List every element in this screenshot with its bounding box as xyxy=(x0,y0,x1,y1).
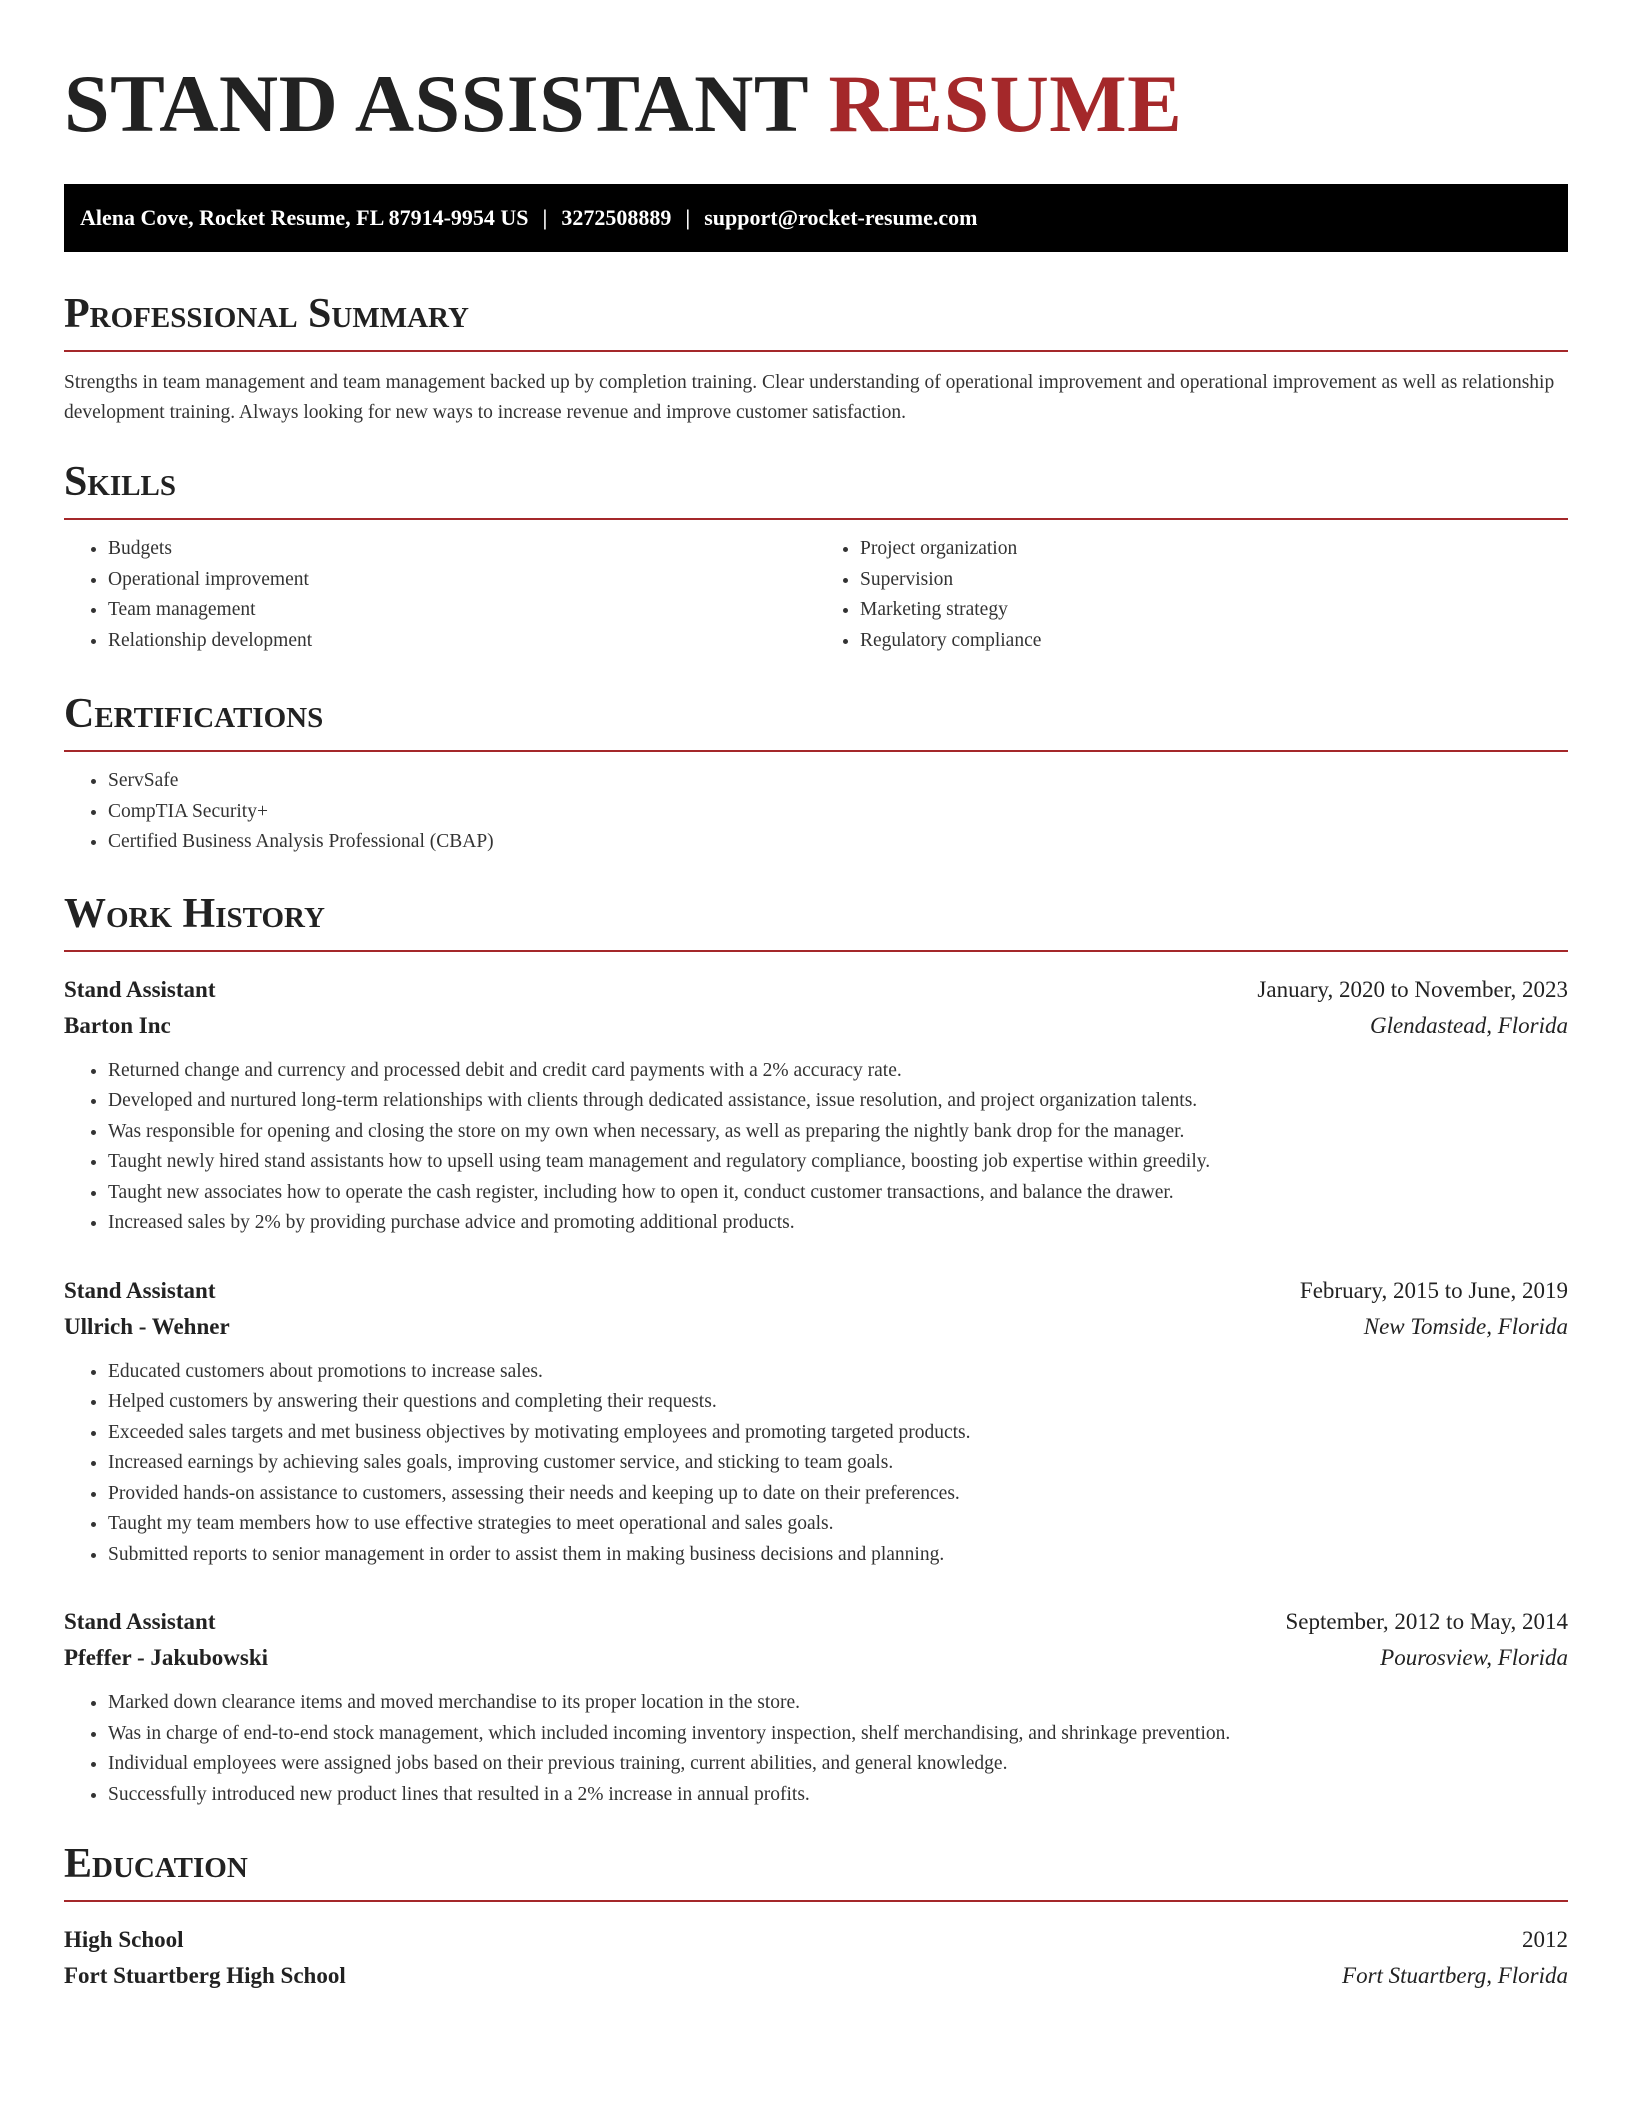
certification-item: • CompTIA Security+ xyxy=(108,797,1568,828)
job-bullet: • Increased sales by 2% by providing purchase advice and promoting additional products. xyxy=(108,1208,1568,1239)
job-entry xyxy=(64,1604,1568,1810)
job-bullet: • Taught new associates how to operate the cash register, including how to open it, conduct customer transactions, and balance the drawer. xyxy=(108,1178,1568,1209)
job-company-row xyxy=(64,1640,1568,1676)
certifications-list xyxy=(64,766,1568,858)
job-title-row xyxy=(64,1273,1568,1309)
skill-item: • Budgets xyxy=(108,534,816,565)
title-accent: RESUME xyxy=(828,58,1183,149)
job-bullet: • Taught newly hired stand assistants how to upsell using team management and regulatory compliance, boosting job expertise within greedily. xyxy=(108,1147,1568,1178)
job-company: Barton Inc xyxy=(64,1012,171,1038)
skills-section xyxy=(64,458,1568,656)
job-title-row xyxy=(64,1604,1568,1640)
job-bullet: • Was responsible for opening and closing the store on my own when necessary, as well as preparing the nightly bank drop for the manager. xyxy=(108,1117,1568,1148)
contact-address: Alena Cove, Rocket Resume, FL 87914-9954 US xyxy=(80,205,529,230)
job-bullet: • Returned change and currency and processed debit and credit card payments with a 2% accuracy rate. xyxy=(108,1056,1568,1087)
work-history-heading: Work History xyxy=(64,890,1568,952)
job-location: New Tomside, Florida xyxy=(1363,1313,1568,1339)
contact-phone: 3272508889 xyxy=(561,205,672,230)
resume-title xyxy=(64,58,1568,150)
education-school-row xyxy=(64,1958,1568,1994)
job-bullets xyxy=(64,1688,1568,1810)
contact-separator: | xyxy=(542,205,548,230)
skill-item: • Supervision xyxy=(860,565,1568,596)
job-title-row xyxy=(64,972,1568,1008)
skills-list-right xyxy=(816,534,1568,656)
skill-item: • Relationship development xyxy=(108,626,816,657)
contact-email: support@rocket-resume.com xyxy=(704,205,978,230)
summary-section xyxy=(64,290,1568,428)
certifications-heading: Certifications xyxy=(64,690,1568,752)
certifications-section xyxy=(64,690,1568,858)
skill-item: • Regulatory compliance xyxy=(860,626,1568,657)
contact-separator: | xyxy=(685,205,691,230)
certification-item: • Certified Business Analysis Professional (CBAP) xyxy=(108,827,1568,858)
job-bullets xyxy=(64,1357,1568,1571)
job-bullet: • Exceeded sales targets and met business objectives by motivating employees and promoting targeted products. xyxy=(108,1418,1568,1449)
summary-text: Strengths in team management and team management backed up by completion training. Clear understanding of operational improvement and operational improvement as well as relationship development training. Always looking for new ways to increase revenue and improve customer satisfaction. xyxy=(64,372,1555,423)
education-section xyxy=(64,1840,1568,1994)
skill-item: • Marketing strategy xyxy=(860,595,1568,626)
job-bullet: • Developed and nurtured long-term relationships with clients through dedicated assistance, issue resolution, and project organization talents. xyxy=(108,1086,1568,1117)
title-main: STAND ASSISTANT xyxy=(64,58,808,149)
job-title: Stand Assistant xyxy=(64,976,216,1002)
job-company: Pfeffer - Jakubowski xyxy=(64,1645,269,1670)
job-bullet: • Was in charge of end-to-end stock management, which included incoming inventory inspection, shelf merchandising, and shrinkage prevention. xyxy=(108,1719,1568,1750)
job-location: Glendastead, Florida xyxy=(1369,1012,1568,1038)
job-company: Ullrich - Wehner xyxy=(64,1313,230,1339)
job-bullet: • Increased earnings by achieving sales goals, improving customer service, and sticking to team goals. xyxy=(108,1448,1568,1479)
job-bullet: • Marked down clearance items and moved merchandise to its proper location in the store. xyxy=(108,1688,1568,1719)
education-year: 2012 xyxy=(1522,1927,1568,1952)
job-title: Stand Assistant xyxy=(64,1609,216,1634)
education-school: Fort Stuartberg High School xyxy=(64,1963,346,1988)
job-company-row xyxy=(64,1008,1568,1044)
job-dates: September, 2012 to May, 2014 xyxy=(1285,1609,1568,1634)
job-dates: February, 2015 to June, 2019 xyxy=(1299,1277,1568,1303)
education-location: Fort Stuartberg, Florida xyxy=(1342,1963,1568,1988)
education-heading: Education xyxy=(64,1840,1568,1902)
job-bullet: • Educated customers about promotions to increase sales. xyxy=(108,1357,1568,1388)
certification-item: • ServSafe xyxy=(108,766,1568,797)
job-bullet: • Individual employees were assigned jobs based on their previous training, current abilities, and general knowledge. xyxy=(108,1749,1568,1780)
job-company-row xyxy=(64,1309,1568,1345)
job-title: Stand Assistant xyxy=(64,1277,216,1303)
education-degree: High School xyxy=(64,1927,184,1952)
job-location: Pourosview, Florida xyxy=(1380,1645,1568,1670)
skills-list-left xyxy=(64,534,816,656)
job-bullet: • Helped customers by answering their questions and completing their requests. xyxy=(108,1387,1568,1418)
job-bullet: • Provided hands-on assistance to customers, assessing their needs and keeping up to date on their preferences. xyxy=(108,1479,1568,1510)
contact-bar xyxy=(64,184,1568,252)
job-dates: January, 2020 to November, 2023 xyxy=(1257,976,1568,1002)
education-entry xyxy=(64,1922,1568,1994)
education-degree-row xyxy=(64,1922,1568,1958)
job-entry xyxy=(64,972,1568,1239)
job-entry xyxy=(64,1273,1568,1571)
skill-item: • Operational improvement xyxy=(108,565,816,596)
job-bullet: • Successfully introduced new product lines that resulted in a 2% increase in annual profits. xyxy=(108,1780,1568,1811)
skills-heading: Skills xyxy=(64,458,1568,520)
job-bullet: • Submitted reports to senior management in order to assist them in making business decisions and planning. xyxy=(108,1540,1568,1571)
work-history-section xyxy=(64,890,1568,1811)
skill-item: • Project organization xyxy=(860,534,1568,565)
summary-heading: Professional Summary xyxy=(64,290,1568,352)
skills-grid xyxy=(64,520,1568,656)
job-bullet: • Taught my team members how to use effective strategies to meet operational and sales goals. xyxy=(108,1509,1568,1540)
skill-item: • Team management xyxy=(108,595,816,626)
job-bullets xyxy=(64,1056,1568,1239)
